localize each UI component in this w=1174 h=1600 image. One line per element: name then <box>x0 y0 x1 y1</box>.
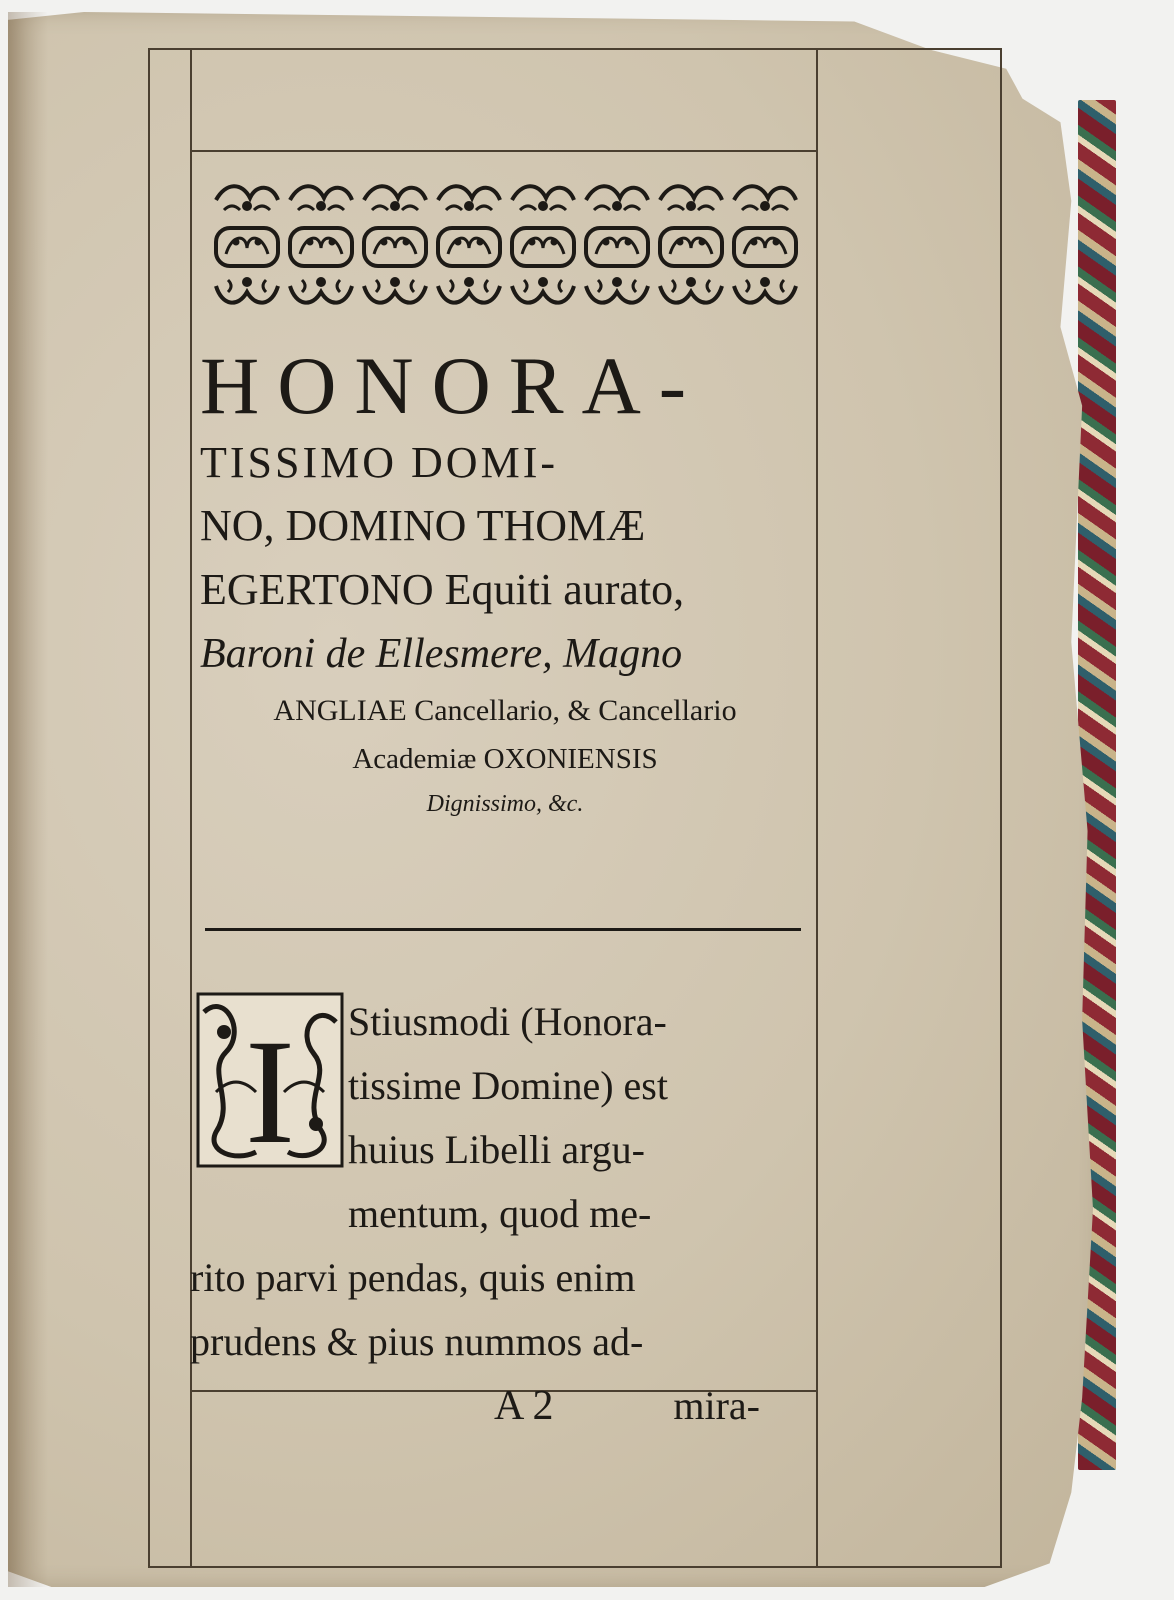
body-line-4: mentum, quod me- <box>348 1191 652 1236</box>
title-line-4: EGERTONO Equiti aurato, <box>200 565 685 614</box>
body-line-6: prudens & pius nummos ad- <box>190 1319 644 1364</box>
ornament-headpiece-drawing <box>212 180 802 310</box>
gutter-shadow <box>8 12 48 1587</box>
body-line-1: Stiusmodi (Honora- <box>348 999 667 1044</box>
title-line-3: NO, DOMINO THOMÆ <box>200 501 646 550</box>
title-line-7: Academiæ OXONIENSIS <box>352 743 658 775</box>
signature-mark: A 2 <box>494 1383 554 1429</box>
body-line-5: rito parvi pendas, quis enim <box>190 1255 636 1300</box>
body-line-3: huius Libelli argu- <box>348 1127 645 1172</box>
separator-rule <box>205 928 801 931</box>
dedication-title <box>200 340 810 826</box>
printers-ornament-headpiece <box>212 180 802 310</box>
dedication-body <box>190 990 810 1438</box>
title-line-2: TISSIMO DOMI- <box>200 438 558 487</box>
page-foot <box>190 1374 810 1438</box>
initial-letter: I <box>245 1009 295 1168</box>
title-line-1: HONORA- <box>200 340 705 431</box>
frame-head-rule <box>190 150 816 152</box>
body-line-2: tissime Domine) est <box>348 1063 668 1108</box>
title-line-8: Dignissimo, &c. <box>426 791 584 817</box>
catchword: mira- <box>673 1383 760 1428</box>
title-line-5: Baroni de Ellesmere, Magno <box>200 631 683 677</box>
title-line-6: ANGLIAE Cancellario, & Cancellario <box>273 694 737 727</box>
frame-column-rule-right <box>816 48 818 1568</box>
